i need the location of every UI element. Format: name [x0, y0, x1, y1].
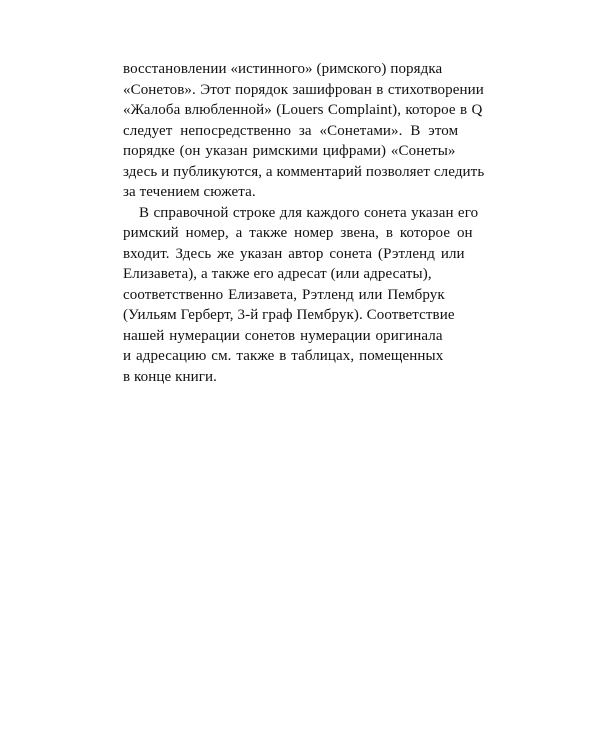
text-line: порядке (он указан римскими цифрами) «Сонеты» — [123, 143, 456, 159]
text-line: нашей нумерации сонетов нумерации оригинала — [123, 327, 443, 344]
text-line: восстановлении «истинного» (римского) порядка — [123, 61, 443, 77]
text-line: здесь и публикуются, а комментарий позволяет следить — [123, 163, 485, 180]
body-text — [123, 59, 485, 387]
text-line: римский номер, а также номер звена, в которое он — [123, 225, 473, 241]
text-line: за течением сюжета. — [123, 184, 256, 200]
text-line: «Сонетов». Этот порядок зашифрован в стихотворении — [123, 81, 484, 98]
text-line: в конце книги. — [123, 368, 217, 385]
text-line: «Жалоба влюбленной» (Louers Complaint), которое в Q — [123, 102, 483, 118]
text-line: и адресацию см. также в таблицах, помещенных — [123, 348, 444, 364]
text-line: Елизавета), а также его адресат (или адресаты), — [123, 266, 432, 282]
text-line: входит. Здесь же указан автор сонета (Рэтленд или — [123, 245, 465, 262]
paragraph-2 — [123, 203, 479, 388]
text-line: (Уильям Герберт, 3-й граф Пембрук). Соответствие — [123, 307, 455, 323]
text-line: соответственно Елизавета, Рэтленд или Пембрук — [123, 286, 445, 303]
text-line: В справочной строке для каждого сонета указан его — [139, 204, 479, 221]
text-line: следует непосредственно за «Сонетами». В этом — [123, 122, 459, 139]
paragraph-1 — [123, 59, 485, 203]
